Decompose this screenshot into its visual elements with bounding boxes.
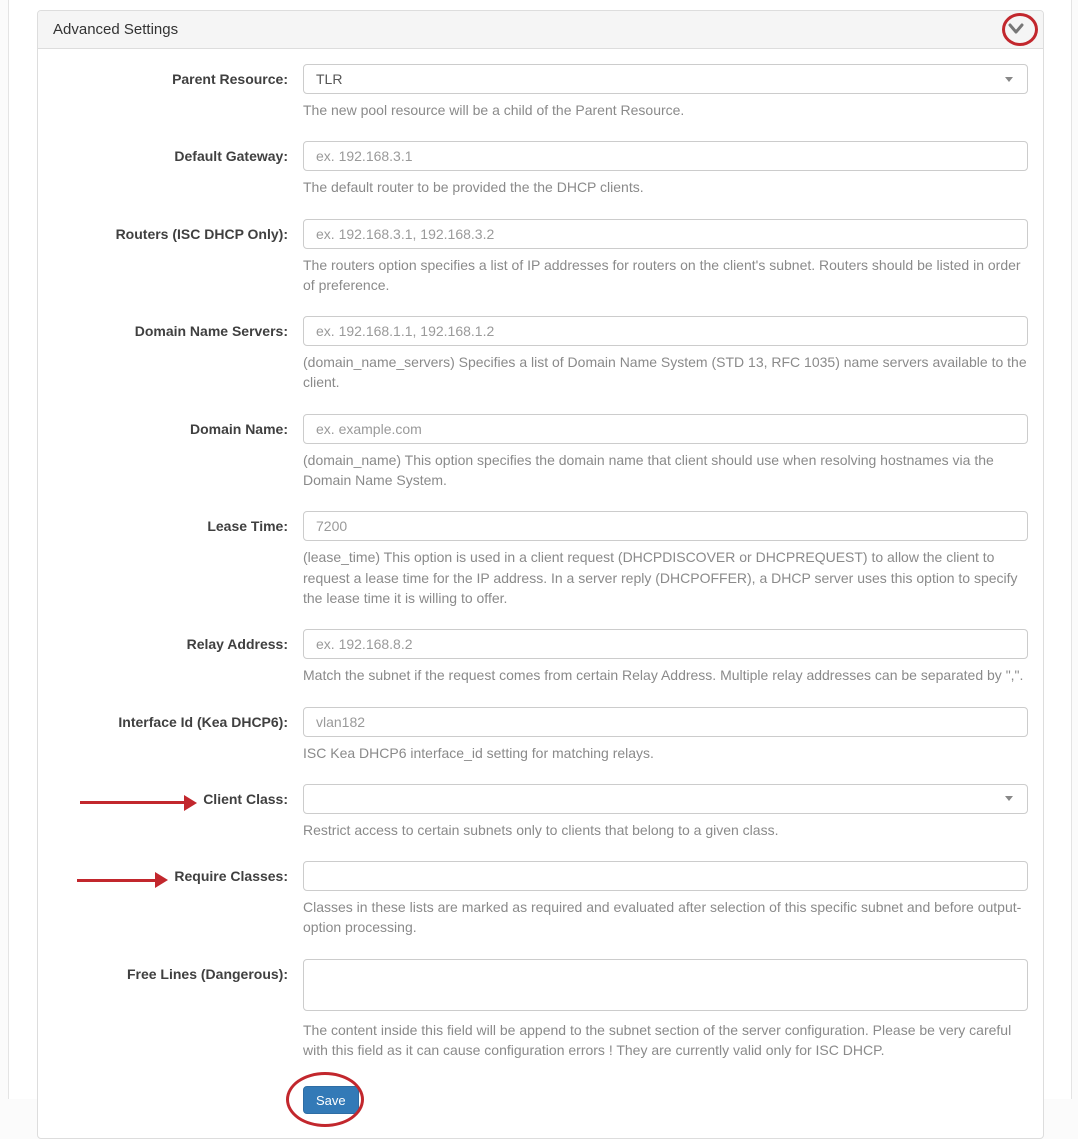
free-lines-help: The content inside this field will be append to the subnet section of the server configuration. Please be very careful with this field as it can cause configuration errors ! They are currently valid only for ISC DHCP.: [303, 1021, 1012, 1059]
interface-id-input[interactable]: [303, 707, 1028, 737]
require-classes-label: Require Classes:: [53, 861, 288, 946]
default-gateway-label: Default Gateway:: [174, 148, 288, 165]
domain-name-help: (domain_name) This option specifies the domain name that client should use when resolving hostnames via the Domain Name System.: [303, 451, 994, 489]
field-row-relay-address: [53, 629, 1028, 693]
advanced-settings-panel: [37, 10, 1044, 1139]
caret-down-icon: [1005, 796, 1013, 801]
field-row-lease-time: [53, 511, 1028, 616]
save-button[interactable]: Save: [303, 1086, 359, 1114]
free-lines-textarea[interactable]: [303, 959, 1028, 1011]
domain-name-label: Domain Name:: [189, 420, 288, 437]
caret-down-icon: [1005, 77, 1013, 82]
domain-name-input[interactable]: [303, 414, 1028, 444]
collapse-toggle-button[interactable]: [1004, 20, 1028, 40]
lease-time-input[interactable]: [303, 511, 1028, 541]
relay-address-help: Match the subnet if the request comes from certain Relay Address. Multiple relay addresses can be separated by ",".: [303, 667, 1024, 684]
routers-input[interactable]: [303, 219, 1028, 249]
require-classes-help: Classes in these lists are marked as required and evaluated after selection of this specific subnet and before output-option processing.: [303, 899, 1022, 936]
field-row-interface-id: [53, 707, 1028, 771]
domain-name-servers-input[interactable]: [303, 316, 1028, 346]
parent-resource-help: The new pool resource will be a child of the Parent Resource.: [303, 102, 685, 118]
lease-time-help: (lease_time) This option is used in a client request (DHCPDISCOVER or DHCPREQUEST) to allow the client to request a lease time for the IP address. In a server reply (DHCPOFFER), a DHCP server uses this option to specify the lease time it is willing to offer.: [303, 549, 1018, 606]
field-row-domain-name-servers: [53, 316, 1028, 401]
relay-address-input[interactable]: [303, 629, 1028, 659]
chevron-down-icon: [1005, 20, 1027, 38]
annotation-arrow-require-classes: [77, 871, 168, 889]
field-row-default-gateway: [53, 141, 1028, 205]
parent-resource-label: Parent Resource:: [172, 71, 288, 87]
parent-resource-select[interactable]: [303, 64, 1028, 94]
content-container: [8, 0, 1072, 1109]
panel-body: [38, 49, 1043, 1138]
routers-help: The routers option specifies a list of IP addresses for routers on the client's subnet. Routers should be listed in order of preference.: [303, 256, 1021, 293]
default-gateway-help: The default router to be provided the the DHCP clients.: [303, 179, 644, 196]
panel-title: Advanced Settings: [53, 21, 179, 38]
field-row-client-class: [53, 784, 1028, 848]
domain-name-servers-help: (domain_name_servers) Specifies a list of Domain Name System (STD 13, RFC 1035) name servers available to the client.: [303, 354, 1027, 391]
panel-heading[interactable]: [38, 11, 1043, 49]
field-row-free-lines: [53, 959, 1028, 1069]
client-class-label: Client Class:: [53, 784, 288, 848]
field-row-require-classes: [53, 861, 1028, 946]
field-row-parent-resource: [53, 64, 1028, 128]
routers-label: Routers (ISC DHCP Only):: [115, 225, 288, 242]
require-classes-input[interactable]: [303, 861, 1028, 891]
client-class-help: Restrict access to certain subnets only to clients that belong to a given class.: [303, 821, 779, 838]
default-gateway-input[interactable]: [303, 141, 1028, 171]
free-lines-label: Free Lines (Dangerous):: [126, 965, 288, 982]
interface-id-label: Interface Id (Kea DHCP6):: [118, 713, 288, 730]
field-row-routers: [53, 219, 1028, 304]
parent-resource-selected-value: TLR: [316, 71, 343, 87]
lease-time-label: Lease Time:: [207, 518, 288, 535]
relay-address-label: Relay Address:: [186, 636, 288, 653]
save-row: [303, 1086, 1028, 1114]
client-class-select[interactable]: [303, 784, 1028, 814]
annotation-arrow-client-class: [80, 794, 197, 812]
domain-name-servers-label: Domain Name Servers:: [134, 323, 288, 340]
field-row-domain-name: [53, 414, 1028, 499]
interface-id-help: ISC Kea DHCP6 interface_id setting for matching relays.: [303, 744, 654, 761]
